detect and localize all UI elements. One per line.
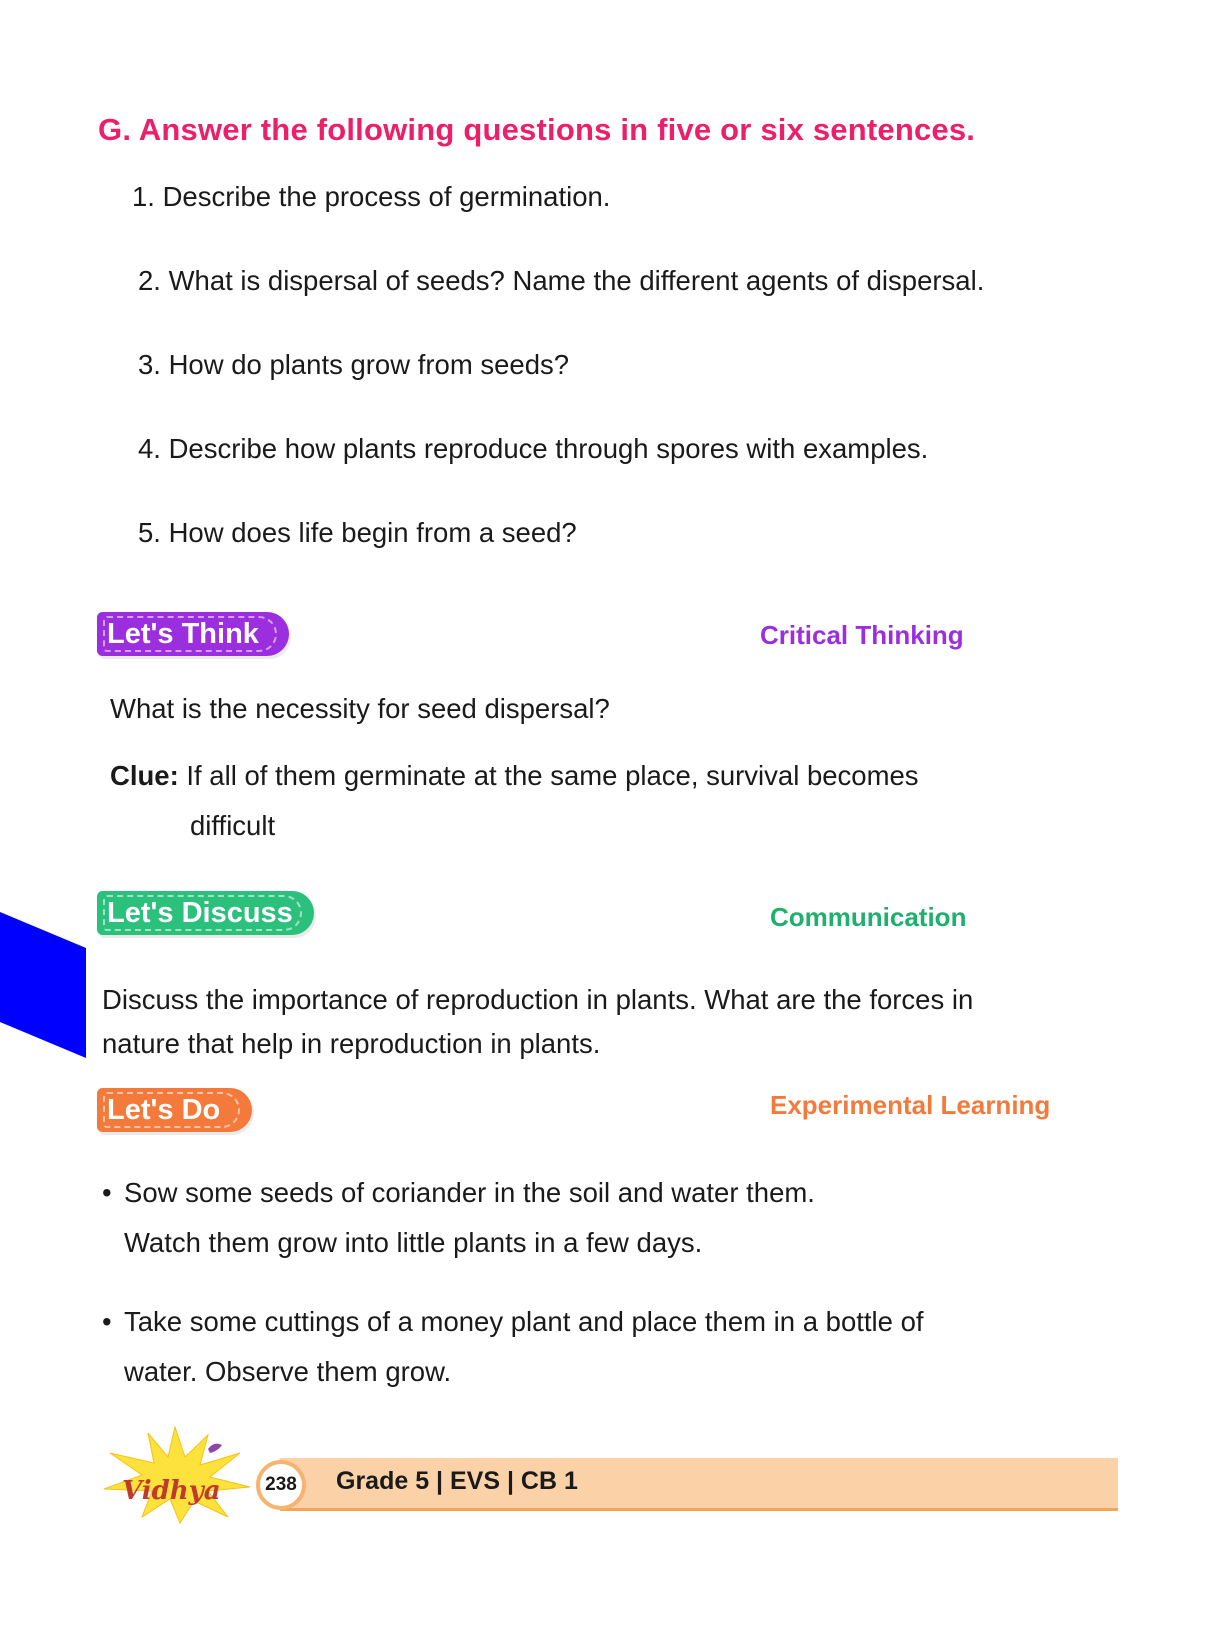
lets-do-badge [97,1088,252,1132]
think-clue [110,760,919,792]
communication-label: Communication [770,902,967,932]
discuss-text-line1: Discuss the importance of reproduction in plants. What are the forces in [102,984,974,1015]
lets-think-badge [97,612,289,656]
question-4: 4. Describe how plants reproduce through spores with examples. [138,433,929,464]
vidhya-logo [90,1425,260,1525]
sun-burst-icon [104,1427,250,1523]
think-question: What is the necessity for seed dispersal? [110,693,610,724]
do-item-1-line1: Sow some seeds of coriander in the soil and water them. [124,1177,815,1208]
clue-text-line2: difficult [190,810,276,841]
experimental-learning-label: Experimental Learning [770,1090,1051,1120]
side-tab-marker [0,912,90,1058]
section-g-heading: G. Answer the following questions in five or six sentences. [98,112,976,147]
discuss-text-line2: nature that help in reproduction in plants. [102,1028,601,1059]
bullet-icon: • [102,1306,112,1337]
do-item-2-line2: water. Observe them grow. [124,1356,452,1387]
clue-label: Clue: [110,760,179,791]
clue-text-line1: If all of them germinate at the same place, survival becomes [186,760,919,791]
bird-icon [208,1444,222,1453]
lets-think-badge-label: Let's Think [107,618,259,650]
footer-label: Grade 5 | EVS | CB 1 [336,1467,578,1495]
do-item-2-line1: Take some cuttings of a money plant and place them in a bottle of [124,1306,924,1337]
page-number: 238 [256,1460,306,1510]
discuss-text [102,978,1132,1066]
question-5: 5. How does life begin from a seed? [138,517,577,548]
lets-discuss-badge [97,891,314,935]
logo-text: Vidhya [122,1476,221,1506]
question-1: 1. Describe the process of germination. [132,181,611,212]
critical-thinking-label: Critical Thinking [760,620,964,650]
do-item-2 [102,1297,1132,1397]
bullet-icon: • [102,1177,112,1208]
lets-do-badge-label: Let's Do [107,1094,221,1126]
do-item-1 [102,1168,1132,1268]
question-2: 2. What is dispersal of seeds? Name the different agents of dispersal. [138,265,985,296]
question-3: 3. How do plants grow from seeds? [138,349,570,380]
do-item-1-line2: Watch them grow into little plants in a few days. [124,1227,703,1258]
lets-discuss-badge-label: Let's Discuss [107,897,293,929]
